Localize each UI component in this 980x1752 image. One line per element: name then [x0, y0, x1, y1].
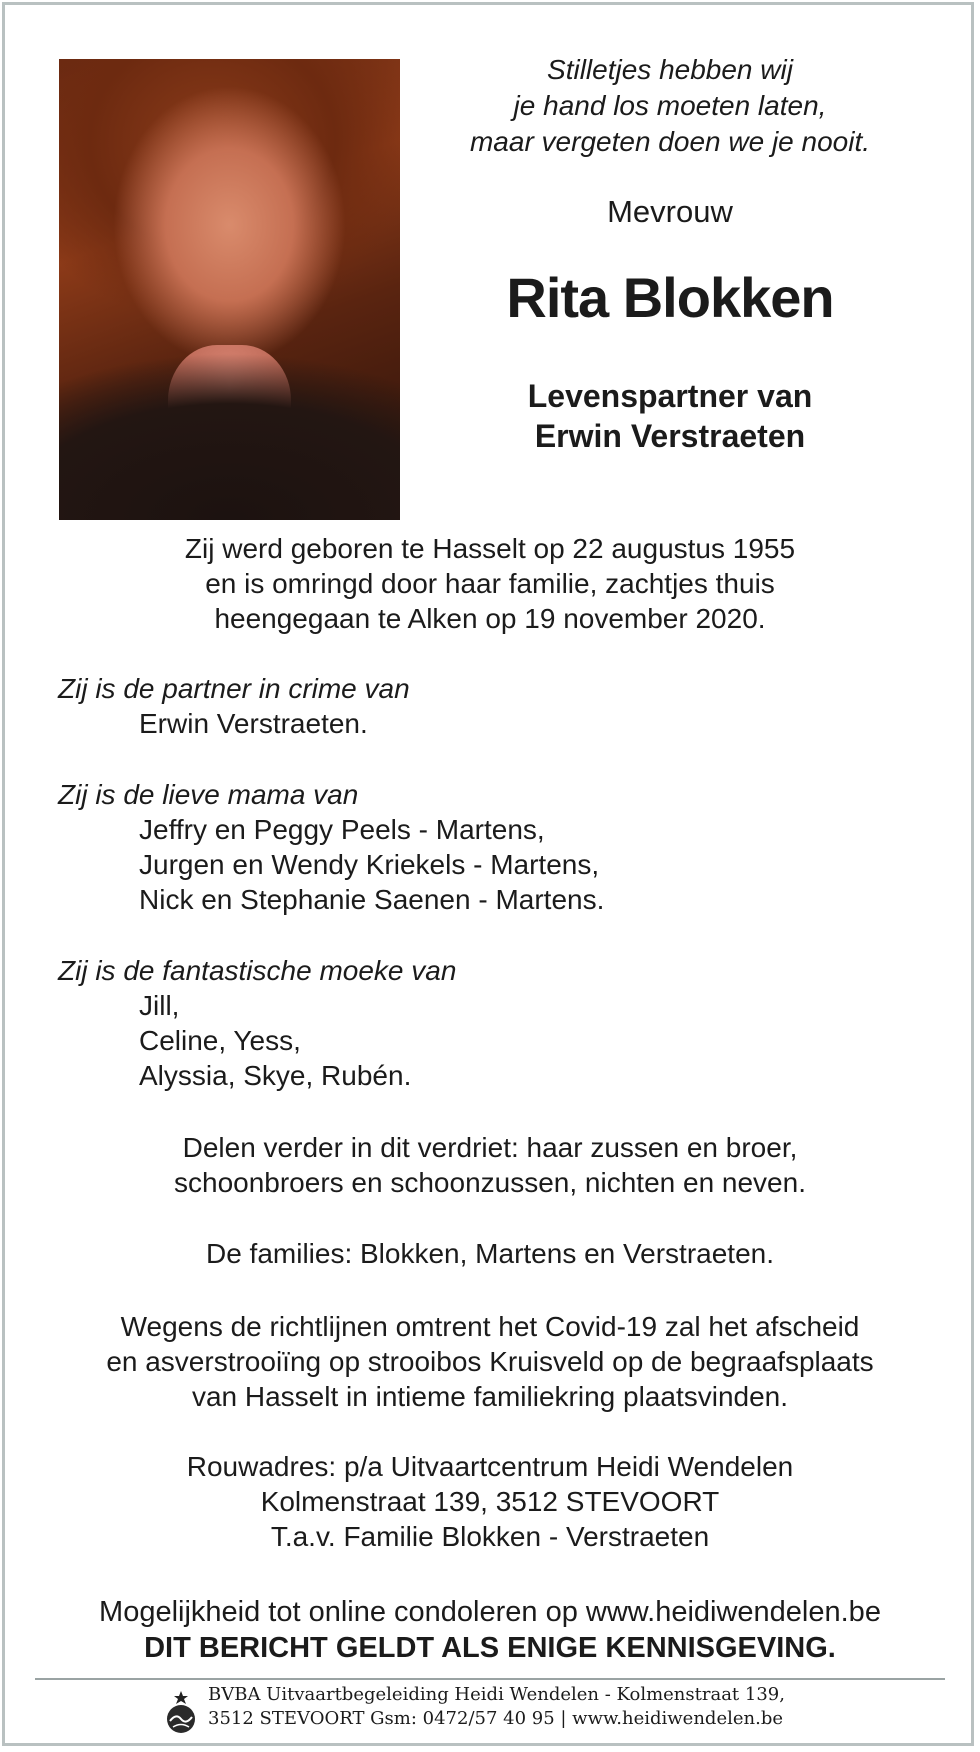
mama-block	[58, 777, 604, 917]
footer-text	[208, 1683, 785, 1731]
verse-line: maar vergeten doen we je nooit.	[469, 126, 871, 157]
partner-block-lead: Zij is de partner in crime van	[58, 673, 410, 704]
funeral-home-logo-icon	[160, 1687, 202, 1735]
address-paragraph	[0, 1449, 980, 1554]
mama-block-item: Jeffry en Peggy Peels - Martens,	[139, 814, 545, 845]
moeke-block-lead: Zij is de fantastische moeke van	[58, 955, 457, 986]
funeral-home-footer	[160, 1683, 785, 1737]
salutation: Mevrouw	[607, 194, 733, 229]
covid-paragraph	[0, 1309, 980, 1414]
paragraph-line: schoonbroers en schoonzussen, nichten en neven.	[174, 1167, 806, 1198]
partner-title-line: Levenspartner van	[527, 378, 813, 414]
paragraph-line: en is omringd door haar familie, zachtjes thuis	[205, 568, 775, 599]
moeke-block-item: Alyssia, Skye, Rubén.	[139, 1060, 412, 1091]
footer-divider	[35, 1678, 945, 1680]
paragraph-line: T.a.v. Familie Blokken - Verstraeten	[270, 1521, 710, 1552]
partner-title-line: Erwin Verstraeten	[534, 418, 806, 454]
paragraph-line: Zij werd geboren te Hasselt op 22 augustus 1955	[184, 533, 796, 564]
mama-block-item: Jurgen en Wendy Kriekels - Martens,	[139, 849, 600, 880]
paragraph-line: Wegens de richtlijnen omtrent het Covid-19 zal het afscheid	[120, 1311, 860, 1342]
mama-block-item: Nick en Stephanie Saenen - Martens.	[139, 884, 605, 915]
paragraph-line: en asverstrooiïng op strooibos Kruisveld op de begraafsplaats	[106, 1346, 874, 1377]
paragraph-line: Delen verder in dit verdriet: haar zussen en broer,	[182, 1132, 798, 1163]
online-condolence-line: Mogelijkheid tot online condoleren op www.heidiwendelen.be	[99, 1596, 881, 1628]
paragraph-line: Rouwadres: p/a Uitvaartcentrum Heidi Wendelen	[186, 1451, 794, 1482]
partner-title	[410, 376, 930, 456]
closing-section	[0, 1594, 980, 1666]
verse-line: Stilletjes hebben wij	[547, 54, 793, 85]
verse-line: je hand los moeten laten,	[513, 90, 827, 121]
portrait-photo	[59, 59, 400, 520]
mama-block-lead: Zij is de lieve mama van	[58, 779, 359, 810]
birth-death-paragraph	[0, 531, 980, 636]
footer-line: BVBA Uitvaartbegeleiding Heidi Wendelen - Kolmenstraat 139,	[208, 1684, 785, 1705]
footer-line: 3512 STEVOORT Gsm: 0472/57 40 95 | www.heidiwendelen.be	[208, 1708, 783, 1729]
partner-block	[58, 671, 410, 741]
sharing-paragraph	[0, 1130, 980, 1200]
portrait-shoulders-shape	[59, 354, 400, 520]
moeke-block	[58, 953, 456, 1093]
official-notice: DIT BERICHT GELDT ALS ENIGE KENNISGEVING.	[144, 1632, 836, 1664]
families-paragraph	[0, 1236, 980, 1271]
paragraph-line: Kolmenstraat 139, 3512 STEVOORT	[260, 1486, 720, 1517]
moeke-block-item: Celine, Yess,	[139, 1025, 301, 1056]
paragraph-line: heengegaan te Alken op 19 november 2020.	[214, 603, 766, 634]
partner-block-item: Erwin Verstraeten.	[139, 708, 368, 739]
memorial-verse	[410, 52, 930, 160]
paragraph-line: De families: Blokken, Martens en Verstraeten.	[205, 1238, 775, 1269]
deceased-name: Rita Blokken	[506, 266, 834, 329]
paragraph-line: van Hasselt in intieme familiekring plaatsvinden.	[191, 1381, 789, 1412]
moeke-block-item: Jill,	[139, 990, 180, 1021]
